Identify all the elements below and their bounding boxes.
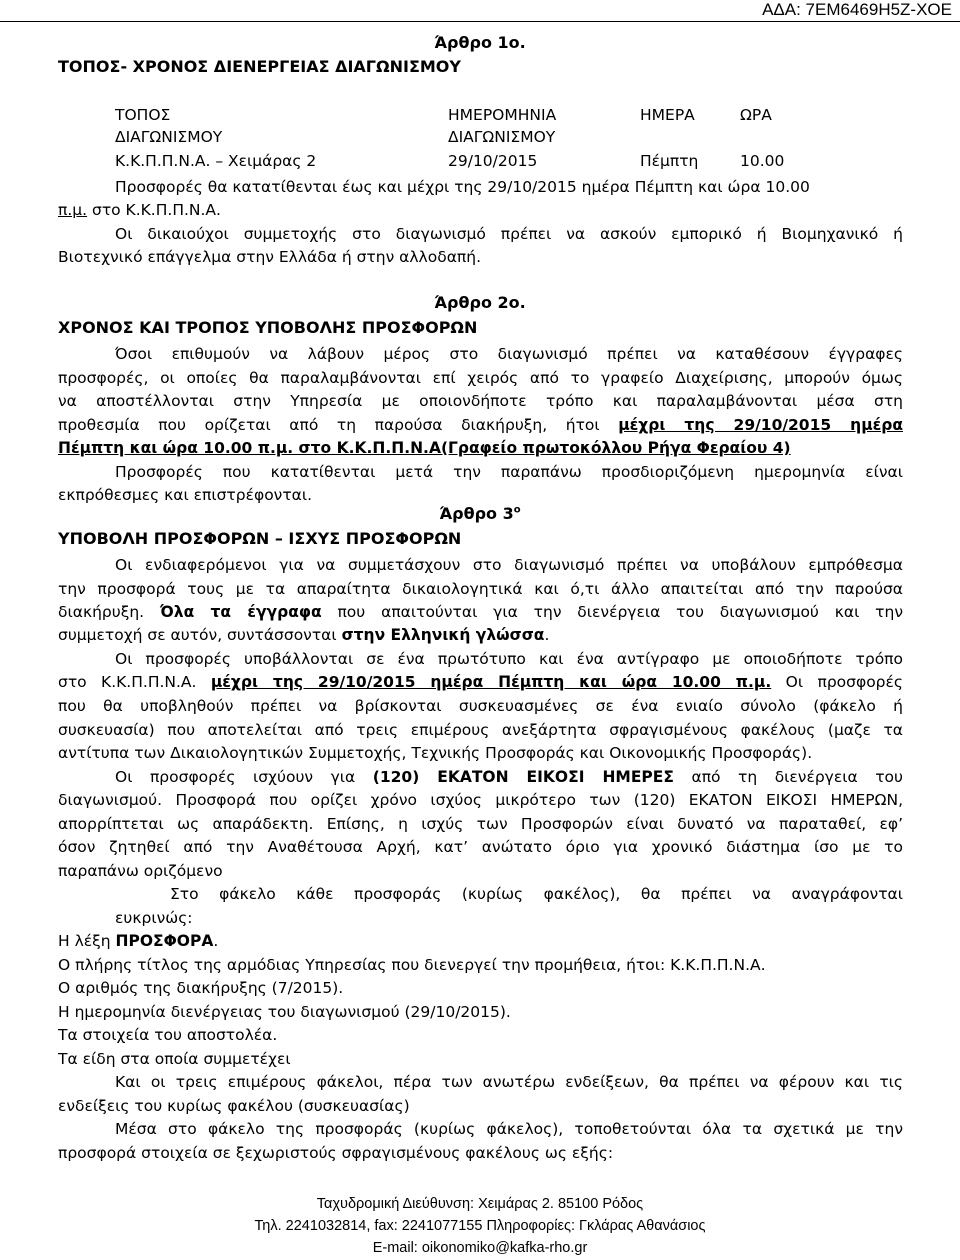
a3-line-10: Οι προσφορές ισχύουν για (120) ΕΚΑΤΟΝ ΕΙΚΟΣΙ ΗΜΕΡΕΣ από τη διενέργεια του: [115, 768, 903, 786]
footer-email: E-mail: oikonomiko@kafka-rho.gr: [372, 1240, 588, 1256]
table-header-date-1: ΗΜΕΡΟΜΗΝΙΑ: [448, 106, 557, 124]
a2-line-6: Προσφορές που κατατίθενται μετά την παραπάνω προσδιοριζόμενη ημερομηνία είναι: [115, 463, 903, 481]
a3-line-24: ενδείξεις του κυρίως φακέλου (συσκευασίας): [58, 1097, 410, 1115]
a3-line-9: αντίτυπα των Δικαιολογητικών Συμμετοχής, Τεχνικής Προσφοράς και Οικονομικής Προσφοράς).: [58, 744, 813, 762]
table-header-time: ΩΡΑ: [740, 106, 772, 124]
p1-line-1: Προσφορές θα κατατίθενται έως και μέχρι της 29/10/2015 ημέρα Πέμπτη και ώρα 10.00: [115, 178, 810, 196]
article-3-heading: Άρθρο $3^o$: [439, 504, 521, 523]
table-header-date-2: ΔΙΑΓΩΝΙΣΜΟΥ: [448, 128, 556, 146]
deadline-emphasis: μέχρι της 29/10/2015 ημέρα: [618, 416, 903, 434]
p2-line-2: Βιοτεχνικό επάγγελμα στην Ελλάδα ή στην αλλοδαπή.: [58, 248, 481, 266]
a3-line-13: όσον ζητηθεί από την Αναθέτουσα Αρχή, κατ’ ανώτατο όριο για χρονικό διάστημα ίσο με το: [58, 838, 903, 856]
p1-pm: π.μ.: [58, 201, 88, 219]
a3-line-1: Οι ενδιαφερόμενοι για να συμμετάσχουν στο διαγωνισμό πρέπει να υποβάλουν εμπρόθεσμα: [115, 556, 903, 574]
a3-line-6: στο Κ.Κ.Π.Π.Ν.Α. μέχρι της 29/10/2015 ημέρα Πέμπτη και ώρα 10.00 π.μ. Οι προσφορές: [58, 673, 903, 691]
a3-line-4: συμμετοχή σε αυτόν, συντάσσονται στην Ελληνική γλώσσα.: [58, 626, 550, 644]
a3-line-5: Οι προσφορές υποβάλλονται σε ένα πρωτότυπο και ένα αντίγραφο με οποιοδήποτε τρόπο: [115, 650, 903, 668]
a3-line-3: διακήρυξη. Όλα τα έγγραφα που απαιτούνται για την διενέργεια του διαγωνισμού και την: [58, 603, 903, 621]
deadline-emphasis-2: μέχρι της 29/10/2015 ημέρα Πέμπτη και ώρα 10.00 π.μ.: [210, 673, 772, 691]
table-cell-place: Κ.Κ.Π.Π.Ν.Α. – Χειμάρας 2: [115, 152, 317, 170]
p2-line-1: Οι δικαιούχοι συμμετοχής στο διαγωνισμό πρέπει να ασκούν εμπορικό ή Βιομηχανικό ή: [115, 225, 903, 243]
a3-line-20: Η ημερομηνία διενέργειας του διαγωνισμού (29/10/2015).: [58, 1003, 511, 1021]
a3-line-25: Μέσα στο φάκελο της προσφοράς (κυρίως φάκελος), τοποθετούνται όλα τα σχετικά με την: [115, 1120, 903, 1138]
table-header-day: ΗΜΕΡΑ: [640, 106, 695, 124]
a3-line-23: Και οι τρεις επιμέρους φάκελοι, πέρα των ανωτέρω ενδείξεων, θα πρέπει να φέρουν και τις: [115, 1073, 903, 1091]
a3-line-15: Στο φάκελο κάθε προσφοράς (κυρίως φακέλος), θα πρέπει να αναγράφονται: [170, 885, 903, 903]
a2-line-5: Πέμπτη και ώρα 10.00 π.μ. στο Κ.Κ.Π.Π.Ν.Α(Γραφείο πρωτοκόλλου Ρήγα Φεραίου 4): [58, 439, 791, 457]
a2-line-3: να αποστέλλονται στην Υπηρεσία με οποιονδήποτε τρόπο και παραλαμβάνονται μέσα στη: [58, 392, 903, 410]
a3-line-7: που θα υποβληθούν πρέπει να βρίσκονται συσκευασμένες σε ένα ενιαίο σύνολο (φάκελο ή: [58, 697, 903, 715]
a3-line-17: Η λέξη ΠΡΟΣΦΟΡΑ.: [58, 932, 219, 950]
p1-line-2: π.μ. στο Κ.Κ.Π.Π.Ν.Α.: [58, 201, 221, 219]
article-1-title: ΤΟΠΟΣ- ΧΡΟΝΟΣ ΔΙΕΝΕΡΓΕΙΑΣ ΔΙΑΓΩΝΙΣΜΟΥ: [58, 57, 461, 76]
a2-line-2: προσφορές, οι οποίες θα παραλαμβάνονται επί χειρός από το γραφείο Διαχείρισης, μπορούν όμως: [58, 369, 903, 387]
ada-code: ΑΔΑ: 7ΕΜ6469Η5Ζ-ΧΟΕ: [762, 0, 952, 19]
article-2-title: ΧΡΟΝΟΣ ΚΑΙ ΤΡΟΠΟΣ ΥΠΟΒΟΛΗΣ ΠΡΟΣΦΟΡΩΝ: [58, 318, 478, 337]
article-3-title: ΥΠΟΒΟΛΗ ΠΡΟΣΦΟΡΩΝ – ΙΣΧΥΣ ΠΡΟΣΦΟΡΩΝ: [58, 529, 462, 548]
table-header-place-2: ΔΙΑΓΩΝΙΣΜΟΥ: [115, 128, 223, 146]
footer-address: Ταχυδρομική Διεύθυνση: Χειμάρας 2. 85100 Ρόδος: [316, 1196, 644, 1212]
a3-line-14: παραπάνω οριζόμενο: [58, 862, 223, 880]
a3-line-18: Ο πλήρης τίτλος της αρμόδιας Υπηρεσίας που διενεργεί την προμήθεια, ήτοι: Κ.Κ.Π.Π.Ν.Α.: [58, 956, 766, 974]
footer-phone: Τηλ. 2241032814, fax: 2241077155 Πληροφορίες: Γκλάρας Αθανάσιος: [254, 1218, 706, 1234]
a3-line-21: Τα στοιχεία του αποστολέα.: [58, 1026, 278, 1044]
a2-line-4: προθεσμία που ορίζεται από τη παρούσα διακήρυξη, ήτοι μέχρι της 29/10/2015 ημέρα: [58, 416, 903, 434]
a3-line-2: την προσφορά τους με τα απαραίτητα δικαιολογητικά και ό,τι άλλο απαιτείται από την παρούσα: [58, 580, 903, 598]
a3-line-16: ευκρινώς:: [115, 909, 193, 927]
article-2-heading: Άρθρο 2ο.: [434, 293, 526, 312]
a3-line-11: διαγωνισμού. Προσφορά που ορίζει χρόνο ισχύος μικρότερο των (120) ΕΚΑΤΟΝ ΕΙΚΟΣΙ ΗΜΕΡΩΝ,: [58, 791, 903, 809]
a3-line-22: Τα είδη στα οποία συμμετέχει: [58, 1050, 291, 1068]
table-cell-time: 10.00: [740, 152, 785, 170]
article-1-heading: Άρθρο 1ο.: [434, 33, 526, 52]
a3-line-19: Ο αριθμός της διακήρυξης (7/2015).: [58, 979, 344, 997]
table-cell-day: Πέμπτη: [640, 152, 699, 170]
a3-line-26: προσφορά στοιχεία σε ξεχωριστούς σφραγισμένους φακέλους ως εξής:: [58, 1144, 614, 1162]
table-cell-date: 29/10/2015: [448, 152, 538, 170]
a2-line-1: Όσοι επιθυμούν να λάβουν μέρος στο διαγωνισμό πρέπει να καταθέσουν έγγραφες: [115, 345, 903, 363]
a2-line-7: εκπρόθεσμες και επιστρέφονται.: [58, 486, 313, 504]
a3-line-12: απορρίπτεται ως απαράδεκτη. Επίσης, η ισχύς των Προσφορών είναι δυνατό να παραταθεί, εφ’: [58, 815, 903, 833]
table-header-place-1: ΤΟΠΟΣ: [115, 106, 171, 124]
a3-line-8: συσκευασία) που αποτελείται από τρεις επιμέρους ανεξάρτητα σφραγισμένους φακέλους (μαζε τα: [58, 721, 903, 739]
top-rule: [0, 21, 960, 22]
